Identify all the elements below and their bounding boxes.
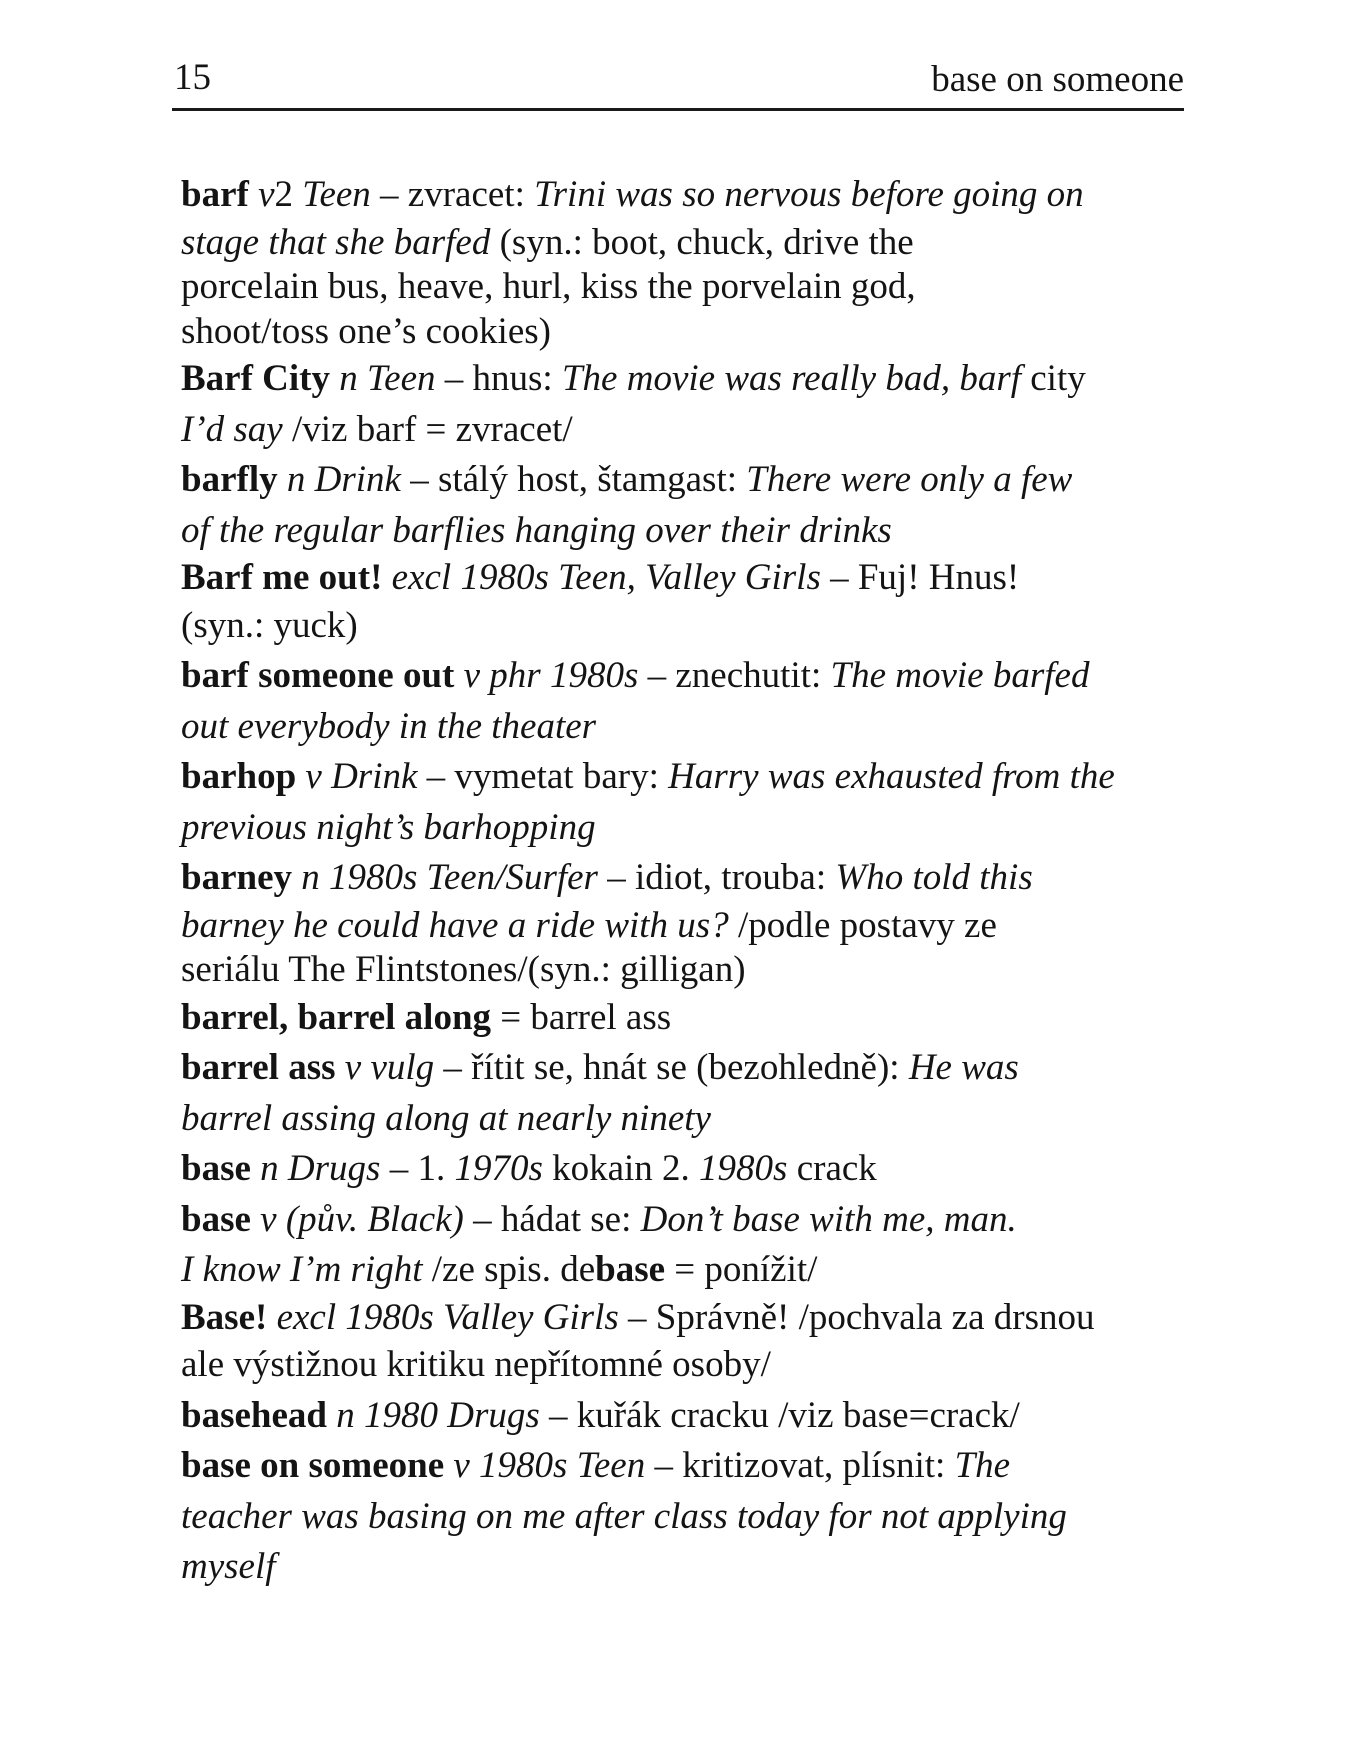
italic-text: I know I’m right (181, 1249, 423, 1290)
text: – hnus: (435, 358, 562, 399)
entry-line (181, 354, 1161, 405)
italic-text: v Drink (296, 756, 418, 797)
italic-text: v vulg (335, 1047, 435, 1088)
italic-text: 1970s (454, 1148, 543, 1189)
text: – stálý host, štamgast: (400, 459, 747, 500)
italic-text: previous night’s barhopping (181, 806, 596, 848)
text: shoot/toss one’s cookies) (181, 310, 551, 352)
italic-text: I’d say (181, 408, 283, 450)
headword: barhop (181, 756, 297, 797)
italic-text: He was (908, 1047, 1019, 1088)
headword: barf someone out (181, 655, 455, 696)
entry-line (181, 1094, 1161, 1145)
text: – hádat se: (463, 1198, 641, 1240)
italic-text: The movie was really bad, barf (561, 358, 1021, 399)
entry-line (181, 1492, 1161, 1543)
italic-text: v (pův. Black) (250, 1198, 464, 1240)
italic-text: v (258, 174, 275, 215)
italic-text: barrel assing along at nearly ninety (181, 1097, 711, 1139)
headword: Base! (181, 1296, 268, 1338)
text: crack (787, 1148, 877, 1189)
text: – Fuj! Hnus! (820, 557, 1020, 598)
headword: base (181, 1198, 251, 1240)
italic-text: myself (181, 1546, 276, 1587)
entry-line (181, 1195, 1161, 1246)
italic-text: v 1980s Teen (444, 1445, 646, 1486)
italic-text: stage that she barfed (181, 221, 491, 263)
italic-text: of the regular barflies hanging over their drinks (181, 509, 892, 551)
headword: base on someone (181, 1445, 445, 1486)
entry-line (181, 651, 1161, 702)
entry-line (181, 221, 1161, 266)
headword: Barf me out! (181, 557, 383, 598)
text: /viz barf = zvracet/ (282, 408, 573, 450)
italic-text: The (954, 1445, 1011, 1486)
italic-text: v phr 1980s (454, 655, 639, 696)
italic-text: Harry was exhausted from the (668, 756, 1115, 797)
text: – zvracet: (370, 174, 535, 215)
headword: Barf City (181, 358, 330, 399)
entry-line (181, 1296, 1161, 1341)
text: – kritizovat, plísnit: (645, 1445, 955, 1486)
italic-text: The movie barfed (830, 655, 1090, 696)
headword: barney (181, 857, 292, 898)
text: /ze spis. de (422, 1249, 596, 1290)
text: – idiot, trouba: (597, 857, 836, 898)
entry-line (181, 455, 1161, 506)
text: seriálu The Flintstones/(syn.: gilligan) (181, 949, 746, 990)
text: = ponížit/ (665, 1249, 818, 1290)
entry-line (181, 948, 1161, 993)
text: – 1. (380, 1148, 455, 1189)
entry-line (181, 1340, 1161, 1391)
italic-text: n 1980 Drugs (326, 1394, 540, 1436)
entry-line (181, 601, 1161, 652)
text: kokain 2. (542, 1148, 700, 1189)
entry-line (181, 1441, 1161, 1492)
headword: base (595, 1249, 666, 1290)
entry-line (181, 1245, 1161, 1296)
entry-line (181, 853, 1161, 904)
italic-text: n 1980s Teen/Surfer (292, 857, 598, 898)
text: – znechutit: (638, 655, 831, 696)
entry-line (181, 803, 1161, 854)
text: – řítit se, hnát se (bezohledně): (434, 1047, 909, 1088)
text: (syn.: boot, chuck, drive the (490, 221, 914, 263)
text: – vymetat bary: (417, 756, 669, 797)
headword: barfly (181, 459, 278, 500)
entry-line (181, 752, 1161, 803)
entry-line (181, 904, 1161, 949)
headword: barrel, barrel along (181, 996, 492, 1038)
page-header (172, 52, 1184, 111)
italic-text: excl 1980s Teen, Valley Girls (382, 557, 821, 598)
italic-text: Don’t base with me, man. (640, 1198, 1017, 1240)
italic-text: Who told this (835, 857, 1033, 898)
entry-line (181, 556, 1161, 601)
dictionary-entries (181, 170, 1161, 1593)
italic-text: n Drugs (250, 1148, 381, 1189)
italic-text: n Teen (330, 358, 436, 399)
entry-line (181, 1043, 1161, 1094)
text: – kuřák cracku /viz base=crack/ (539, 1394, 1020, 1436)
headword: basehead (181, 1394, 327, 1436)
entry-line (181, 1391, 1161, 1442)
text: 2 (274, 174, 303, 215)
entry-line (181, 993, 1161, 1044)
running-head: base on someone (931, 59, 1184, 100)
italic-text: 1980s (699, 1148, 788, 1189)
text: city (1021, 358, 1086, 399)
entry-line (181, 1542, 1161, 1593)
italic-text: out everybody in the theater (181, 705, 597, 747)
entry-line (181, 310, 1161, 355)
text: /podle postavy ze (728, 904, 997, 946)
page-number: 15 (174, 57, 211, 98)
italic-text: There were only a few (746, 459, 1073, 500)
entry-line (181, 265, 1161, 310)
entry-line (181, 170, 1161, 221)
entry-line (181, 1144, 1161, 1195)
text (249, 174, 258, 215)
italic-text: teacher was basing on me after class today for not applying (181, 1495, 1067, 1537)
headword: barrel ass (181, 1047, 336, 1088)
entry-line (181, 702, 1161, 753)
entry-line (181, 405, 1161, 456)
headword: base (181, 1148, 251, 1189)
italic-text: barney he could have a ride with us? (181, 904, 729, 946)
italic-text: Teen (302, 174, 371, 215)
text: (syn.: yuck) (181, 604, 358, 646)
text: ale výstižnou kritiku nepřítomné osoby/ (181, 1344, 771, 1385)
italic-text: n Drink (277, 459, 401, 500)
text: = barrel ass (491, 996, 672, 1038)
italic-text: excl 1980s Valley Girls (267, 1296, 619, 1338)
headword: barf (181, 174, 249, 215)
entry-line (181, 506, 1161, 557)
text: porcelain bus, heave, hurl, kiss the porvelain god, (181, 266, 916, 307)
italic-text: Trini was so nervous before going on (534, 174, 1084, 215)
text: – Správně! /pochvala za drsnou (618, 1296, 1095, 1338)
